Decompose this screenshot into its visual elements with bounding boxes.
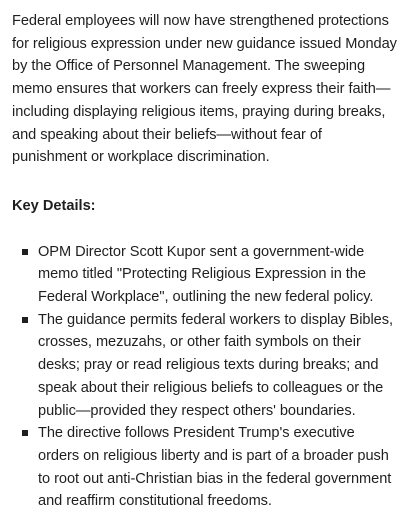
key-details-list <box>12 241 398 513</box>
list-item-text: OPM Director Scott Kupor sent a government-wide memo titled "Protecting Religious Expression in the Federal Workplace", outlining the new federal policy. <box>38 243 374 306</box>
list-item-text: The guidance permits federal workers to display Bibles, crosses, mezuzahs, or other faith symbols on their desks; pray or read religious texts during breaks; and speak about their religious beliefs to colleagues or the public—provided they respect others' boundaries. <box>38 311 393 419</box>
list-item-text: The directive follows President Trump's executive orders on religious liberty and is part of a broader push to root out anti-Christian bias in the federal government and reaffirm constitutional freedoms. <box>38 425 392 510</box>
bullet-square-icon <box>22 317 28 323</box>
intro-paragraph: Federal employees will now have strengthened protections for religious expression under new guidance issued Monday by the Office of Personnel Management. The sweeping memo ensures that workers can freely express their faith—including displaying religious items, praying during breaks, and speaking about their beliefs—without fear of punishment or workplace discrimination. <box>12 13 397 166</box>
article-body <box>12 10 398 513</box>
list-item <box>12 241 398 309</box>
bullet-square-icon <box>22 430 28 436</box>
key-details-heading: Key Details: <box>12 197 96 214</box>
list-item <box>12 309 398 423</box>
list-item <box>12 422 398 513</box>
bullet-square-icon <box>22 249 28 255</box>
